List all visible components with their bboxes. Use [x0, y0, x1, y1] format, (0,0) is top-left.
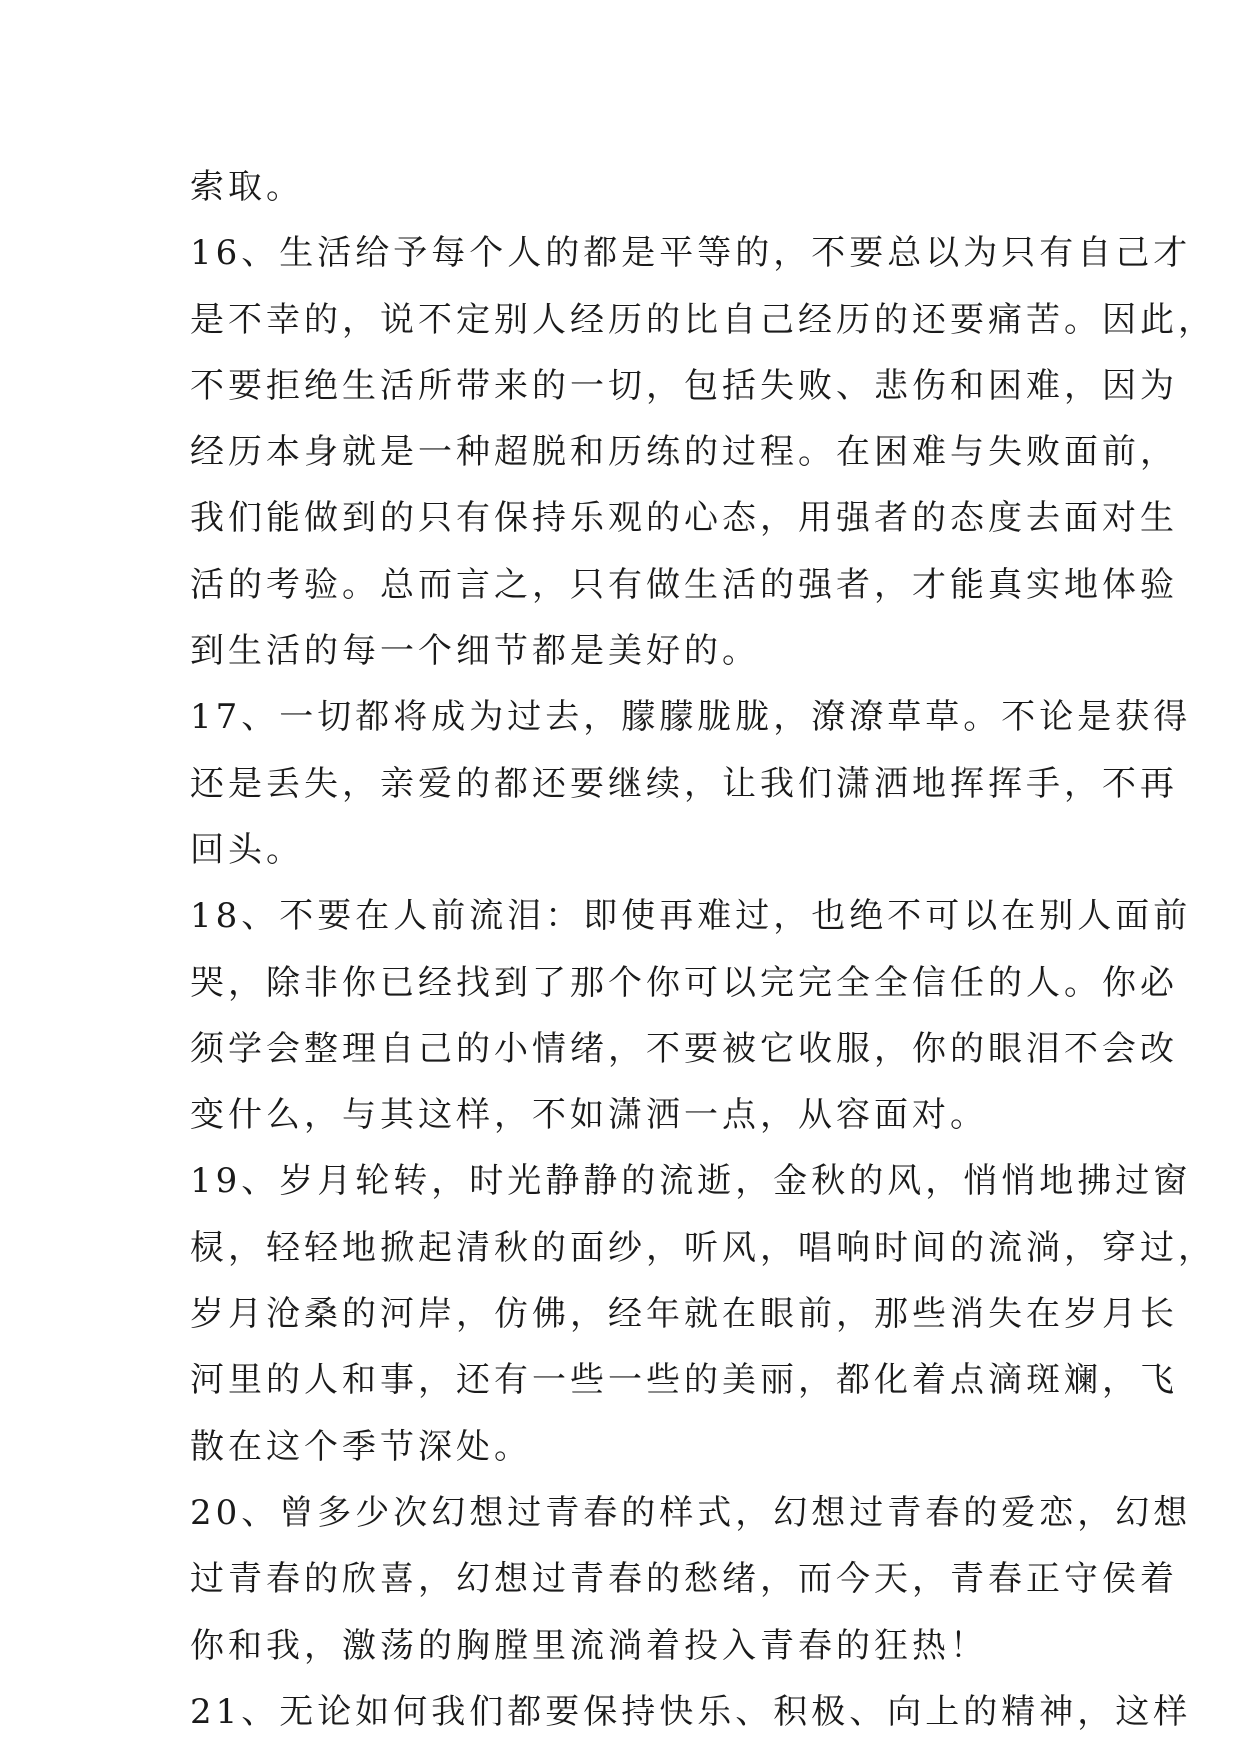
text-line: 河里的人和事，还有一些一些的美丽，都化着点滴斑斓，飞 [190, 1360, 1178, 1401]
text-line: 17、一切都将成为过去，朦朦胧胧，潦潦草草。不论是获得 [190, 697, 1192, 738]
text-line: 哭，除非你已经找到了那个你可以完完全全信任的人。你必 [190, 962, 1178, 1003]
text-line: 索取。 [190, 167, 304, 207]
text-line: 20、曾多少次幻想过青春的样式，幻想过青春的爱恋，幻想 [190, 1492, 1192, 1533]
text-line: 19、岁月轮转，时光静静的流逝，金秋的风，悄悄地拂过窗 [190, 1161, 1192, 1202]
text-line: 你和我，激荡的胸膛里流淌着投入青春的狂热！ [190, 1625, 988, 1666]
text-line: 到生活的每一个细节都是美好的。 [190, 631, 760, 672]
text-line: 过青春的欣喜，幻想过青春的愁绪，而今天，青春正守侯着 [190, 1559, 1178, 1600]
text-line: 21、无论如何我们都要保持快乐、积极、向上的精神，这样 [190, 1691, 1192, 1732]
text-line: 散在这个季节深处。 [190, 1426, 532, 1467]
text-line: 变什么，与其这样，不如潇洒一点，从容面对。 [190, 1095, 988, 1136]
text-line: 活的考验。总而言之，只有做生活的强者，才能真实地体验 [190, 564, 1178, 605]
text-line: 岁月沧桑的河岸，仿佛，经年就在眼前，那些消失在岁月长 [190, 1294, 1178, 1335]
text-line: 是不幸的，说不定别人经历的比自己经历的还要痛苦。因此， [190, 299, 1216, 340]
text-line: 棂，轻轻地掀起清秋的面纱，听风，唱响时间的流淌，穿过， [190, 1227, 1216, 1268]
text-line: 不要拒绝生活所带来的一切，包括失败、悲伤和困难，因为 [190, 365, 1178, 406]
body-text [190, 154, 1216, 1745]
text-line: 18、不要在人前流泪：即使再难过，也绝不可以在别人面前 [190, 896, 1192, 937]
text-line: 经历本身就是一种超脱和历练的过程。在困难与失败面前， [190, 432, 1178, 473]
text-line: 须学会整理自己的小情绪，不要被它收服，你的眼泪不会改 [190, 1028, 1178, 1069]
text-line: 还是丢失，亲爱的都还要继续，让我们潇洒地挥挥手，不再 [190, 763, 1178, 804]
text-line: 回头。 [190, 829, 304, 870]
text-line: 16、生活给予每个人的都是平等的，不要总以为只有自己才 [190, 233, 1192, 274]
text-line: 我们能做到的只有保持乐观的心态，用强者的态度去面对生 [190, 498, 1178, 539]
